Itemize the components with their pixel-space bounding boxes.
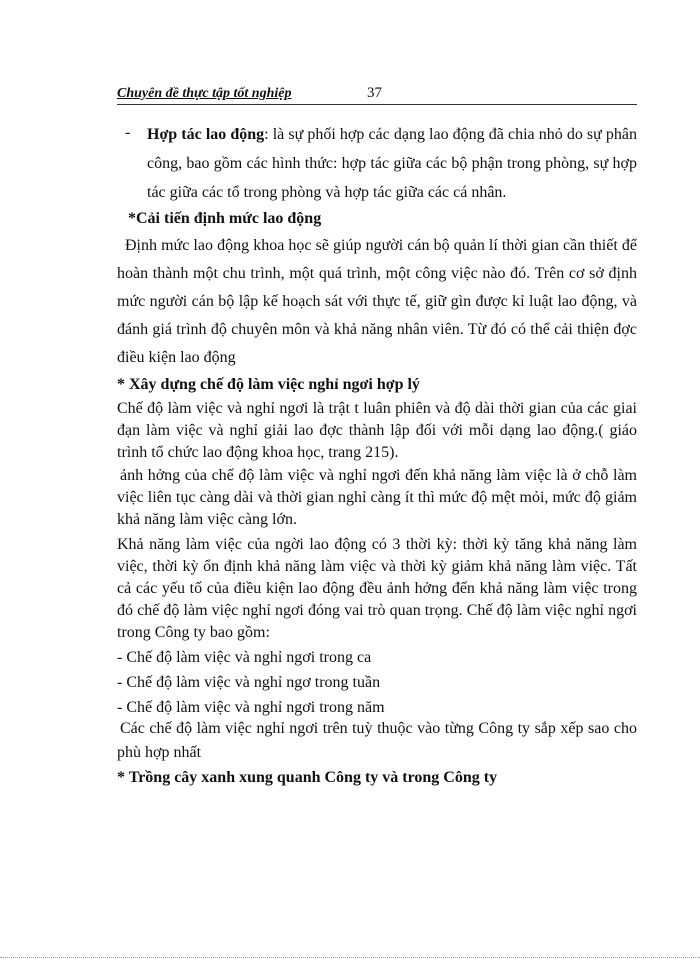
list-item: - Chế độ làm việc và nghỉ ngơi trong ca: [117, 649, 372, 666]
norm-paragraph: Định mức lao động khoa học sẽ giúp người cán bộ quản lí thời gian cần thiết để hoàn thành một chu trình, một quá trình, một công việc nào đó. Trên cơ sở định mức người cán bộ lập kế hoạch sát với thực tế, giữ gìn được kỉ luật lao động, và đánh giá trình độ chuyên môn và khả năng nhân viên. Từ đó có thể cải thiện đợc điều kiện lao động: [117, 237, 637, 366]
cooperation-text: : là sự phối hợp các dạng lao động đã chia nhỏ do sự phân công, bao gồm các hình thức: hợp tác giữa các bộ phận trong phòng, sự hợp tác giữa các tổ trong phòng và hợp tác giữa các cá nhân.: [147, 126, 638, 201]
regime-list: [117, 645, 637, 720]
list-item: - Chế độ làm việc và nghỉ ngơ trong tuần: [117, 674, 381, 691]
page-header: [117, 84, 637, 105]
arrange-paragraph: Các chế độ làm việc nghỉ ngơi trên tuỳ thuộc vào từng Công ty sắp xếp sao cho phù hợp nhất: [117, 720, 637, 761]
heading-regime: * Xây dựng chế độ làm việc nghỉ ngơi hợp lý: [117, 376, 420, 393]
page-bottom-divider: [0, 957, 700, 959]
list-item: - Chế độ làm việc và nghỉ ngơi trong năm: [117, 699, 385, 716]
capacity-paragraph: Khả năng làm việc của ngời lao động có 3 thời kỳ: thời kỳ tăng khả năng làm việc, thời kỳ ổn định khả năng làm việc và thời kỳ giảm khả năng làm việc. Tất cả các yếu tố của điều kiện lao động đều ảnh hởng đến khả năng làm việc trong đó chế độ làm việc nghỉ ngơi đóng vai trò quan trọng. Chế độ làm việc nghỉ ngơi trong Công ty bao gồm:: [117, 536, 637, 641]
effect-paragraph: ảnh hởng của chế độ làm việc và nghỉ ngơi đến khả năng làm việc là ở chỗ làm việc liên tục càng dài và thời gian nghỉ càng ít thì mức độ mệt mỏi, mức độ giảm khả năng làm việc càng lớn.: [117, 467, 637, 528]
heading-norm: *Cải tiến định mức lao động: [128, 210, 322, 227]
bullet-dash: -: [125, 124, 131, 141]
regime-paragraph: Chế độ làm việc và nghỉ ngơi là trật t luân phiên và độ dài thời gian của các giai đạn làm việc và nghỉ giải lao đợc thành lập đối với mỗi dạng lao động.( giáo trình tổ chức lao động khoa học, trang 215).: [117, 400, 637, 461]
heading-trees: * Trồng cây xanh xung quanh Công ty và trong Công ty: [117, 769, 498, 786]
page-number: 37: [367, 85, 382, 101]
header-title: Chuyên đề thực tập tốt nghiệp: [117, 86, 292, 101]
cooperation-paragraph: [147, 120, 637, 207]
cooperation-term: Hợp tác lao động: [147, 126, 265, 143]
